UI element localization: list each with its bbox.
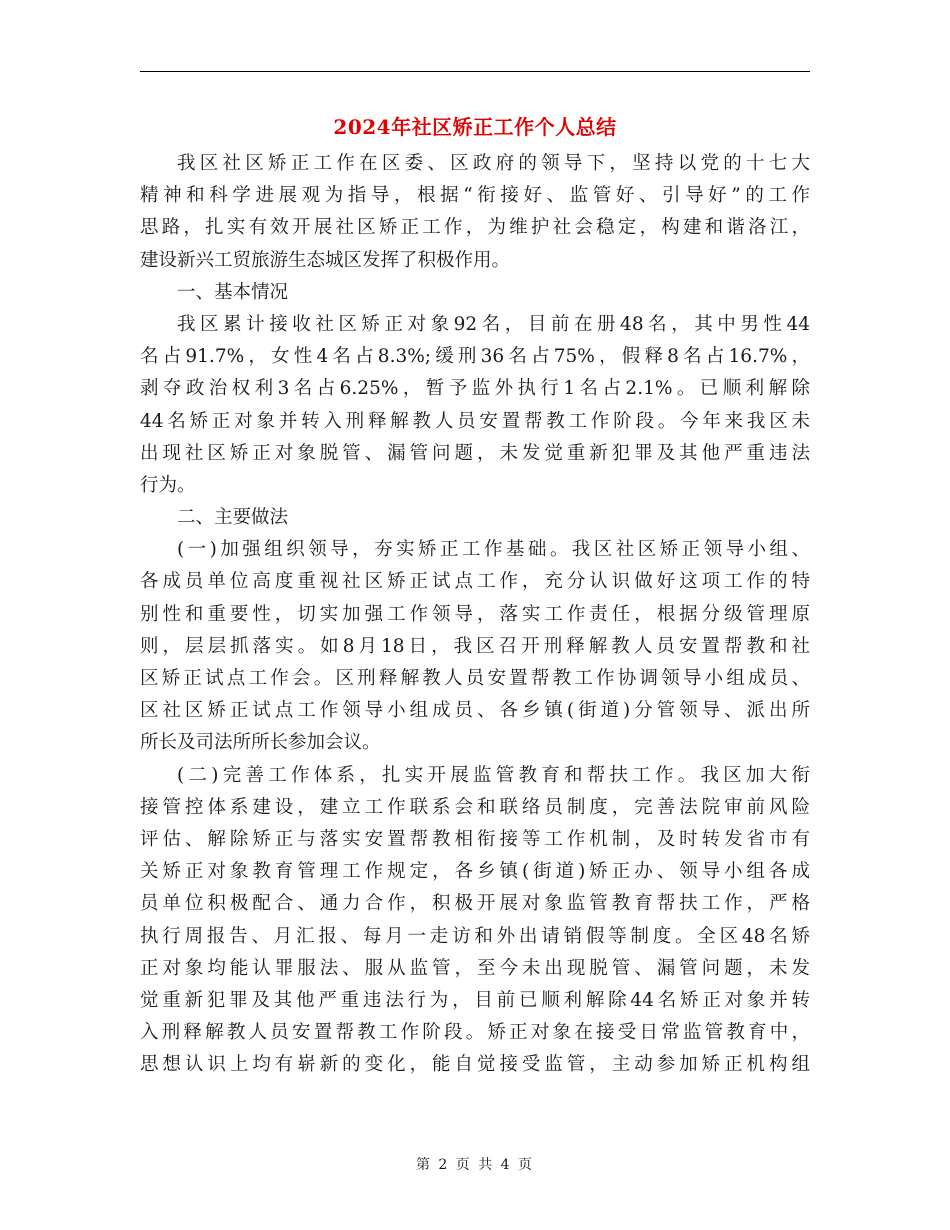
document-title: 2024年社区矫正工作个人总结 bbox=[333, 115, 617, 139]
text-line: 执行周报告、月汇报、每月一走访和外出请销假等制度。全区48名矫 bbox=[140, 925, 810, 947]
text-line: 各成员单位高度重视社区矫正试点工作，充分认识做好这项工作的特 bbox=[140, 571, 810, 593]
text-line: 则，层层抓落实。如8月18日，我区召开刑释解教人员安置帮教和社 bbox=[140, 635, 810, 657]
text-line: 名占91.7%，女性4名占8.3%;缓刑36名占75%，假释8名占16.7%， bbox=[140, 346, 810, 368]
text-line: 正对象均能认罪服法、服从监管，至今未出现脱管、漏管问题，未发 bbox=[140, 957, 810, 979]
text-line: 我区社区矫正工作在区委、区政府的领导下，坚持以党的十七大 bbox=[177, 153, 810, 174]
text-line: 接管控体系建设，建立工作联系会和联络员制度，完善法院审前风险 bbox=[140, 796, 810, 818]
text-line: 建设新兴工贸旅游生态城区发挥了积极作用。 bbox=[140, 249, 511, 271]
text-line: 剥夺政治权利3名占6.25%，暂予监外执行1名占2.1%。已顺利解除 bbox=[140, 378, 810, 400]
text-line: 一、基本情况 bbox=[177, 281, 289, 303]
text-line: 思路，扎实有效开展社区矫正工作，为维护社会稳定，构建和谐洛江， bbox=[140, 217, 810, 239]
text-line: 觉重新犯罪及其他严重违法行为，目前已顺利解除44名矫正对象并转 bbox=[140, 989, 810, 1011]
text-line: 入刑释解教人员安置帮教工作阶段。矫正对象在接受日常监管教育中， bbox=[140, 1022, 810, 1044]
text-line: 44名矫正对象并转入刑释解教人员安置帮教工作阶段。今年来我区未 bbox=[140, 410, 810, 432]
text-line: (二)完善工作体系，扎实开展监管教育和帮扶工作。我区加大衔 bbox=[177, 764, 810, 786]
text-line: 别性和重要性，切实加强工作领导，落实工作责任，根据分级管理原 bbox=[140, 603, 810, 625]
text-line: 区社区矫正试点工作领导小组成员、各乡镇(街道)分管领导、派出所 bbox=[140, 700, 810, 722]
header-rule bbox=[140, 71, 810, 72]
text-line: 我区累计接收社区矫正对象92名，目前在册48名，其中男性44 bbox=[177, 313, 810, 335]
text-line: 二、主要做法 bbox=[177, 507, 289, 529]
document-body bbox=[140, 148, 810, 1081]
text-line: 出现社区矫正对象脱管、漏管问题，未发觉重新犯罪及其他严重违法 bbox=[140, 442, 810, 464]
text-line: 所长及司法所所长参加会议。 bbox=[140, 732, 381, 754]
text-line: 员单位积极配合、通力合作，积极开展对象监管教育帮扶工作，严格 bbox=[140, 893, 810, 915]
text-line: (一)加强组织领导，夯实矫正工作基础。我区社区矫正领导小组、 bbox=[177, 539, 810, 561]
text-line: 关矫正对象教育管理工作规定，各乡镇(街道)矫正办、领导小组各成 bbox=[140, 861, 810, 883]
text-line: 评估、解除矫正与落实安置帮教相衔接等工作机制，及时转发省市有 bbox=[140, 828, 810, 850]
page-footer: 第 2 页 共 4 页 bbox=[415, 1157, 535, 1173]
text-line: 区矫正试点工作会。区刑释解教人员安置帮教工作协调领导小组成员、 bbox=[140, 668, 810, 689]
text-line: 行为。 bbox=[140, 474, 196, 496]
text-line: 思想认识上均有崭新的变化，能自觉接受监管，主动参加矫正机构组 bbox=[140, 1054, 810, 1076]
text-line: 精神和科学进展观为指导，根据“衔接好、监管好、引导好”的工作 bbox=[140, 185, 810, 207]
